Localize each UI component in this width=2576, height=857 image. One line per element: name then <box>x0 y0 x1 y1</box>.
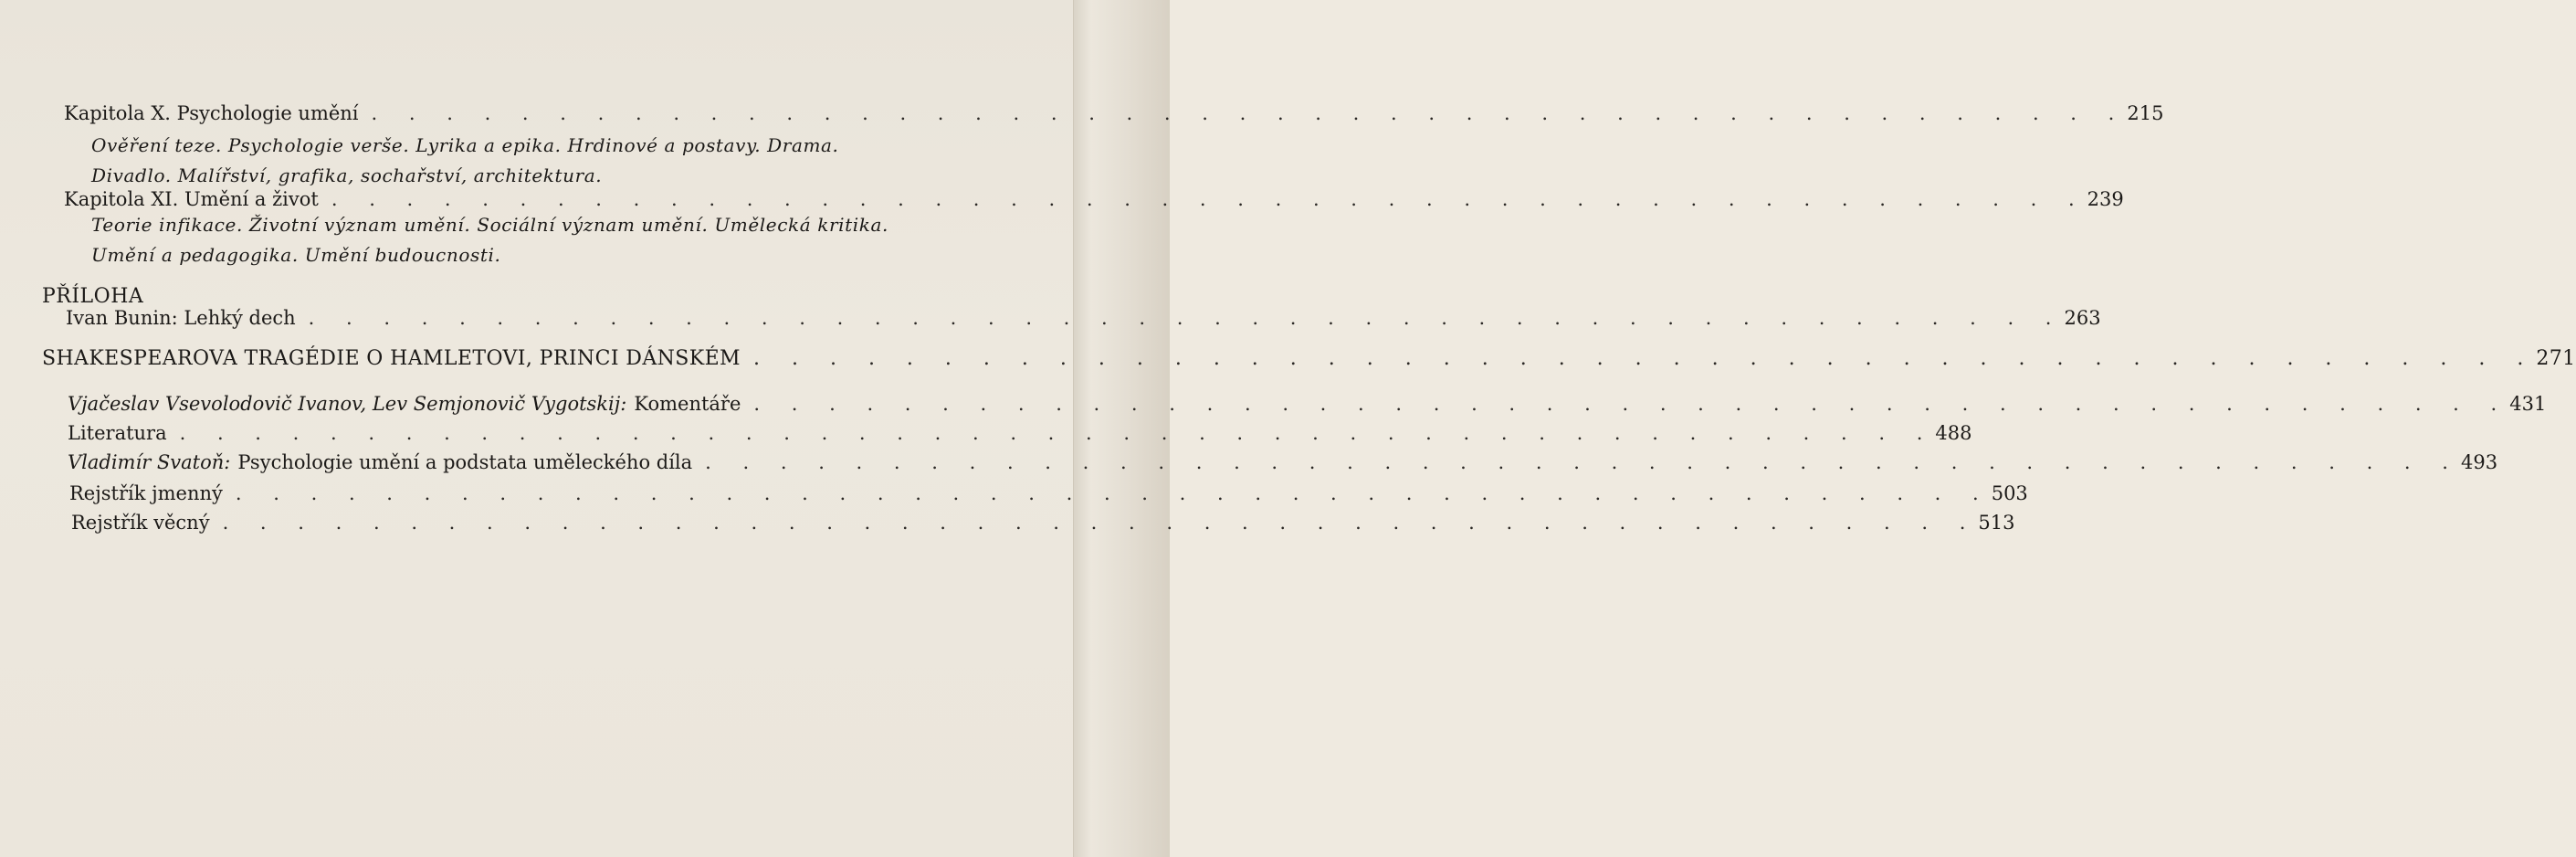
leader-dots: . . . . . . . . . . . . . . . . . . . . . . . . . . . . . . . . . . . . . . . . . . . . . . . <box>752 347 2537 370</box>
toc-entry-svaton <box>68 451 2498 473</box>
page-number: 239 <box>2087 188 2124 210</box>
toc-entry-hamlet <box>42 347 2576 370</box>
leader-dots: . . . . . . . . . . . . . . . . . . . . . . . . . . . . . . . . . . . . . . . . . . . . . . . <box>222 512 1979 534</box>
section-heading-priloha: PŘÍLOHA <box>42 285 144 308</box>
entry-title: Kapitola X. Psychologie umění <box>64 102 359 124</box>
entry-subtitle: Teorie infikace. Životní význam umění. Sociální význam umění. Umělecká kritika. Umění a pedagogika. Umění budoucnosti. <box>91 214 888 266</box>
page-number: 493 <box>2460 451 2498 473</box>
entry-title: Komentáře <box>634 393 741 415</box>
entry-title: Literatura <box>68 422 167 444</box>
leader-dots: . . . . . . . . . . . . . . . . . . . . . . . . . . . . . . . . . . . . . . . . . . . . . . . <box>308 307 2065 329</box>
entry-subtitle: Ověření teze. Psychologie verše. Lyrika a epika. Hrdinové a postavy. Drama. Divadlo. Malířství, grafika, sochařství, architektura. <box>91 134 839 186</box>
entry-authors: Vjačeslav Vsevolodovič Ivanov, Lev Semjonovič Vygotskij: <box>68 393 627 415</box>
entry-title: Kapitola XI. Umění a život <box>64 188 319 210</box>
leader-dots: . . . . . . . . . . . . . . . . . . . . . . . . . . . . . . . . . . . . . . . . . . . . . . . <box>753 393 2510 415</box>
entry-title: Psychologie umění a podstata uměleckého díla <box>237 451 693 473</box>
toc-entry-literatura <box>68 422 1972 444</box>
page-number: 215 <box>2127 102 2164 124</box>
page-number: 503 <box>1991 482 2028 504</box>
page-number: 271 <box>2536 347 2576 370</box>
entry-title: Ivan Bunin: Lehký dech <box>66 307 296 329</box>
leader-dots: . . . . . . . . . . . . . . . . . . . . . . . . . . . . . . . . . . . . . . . . . . . . . . . <box>371 102 2128 124</box>
page-number: 513 <box>1978 512 2015 534</box>
toc-entry-rejstrik-jmenny <box>69 482 2028 504</box>
leader-dots: . . . . . . . . . . . . . . . . . . . . . . . . . . . . . . . . . . . . . . . . . . . . . . . <box>235 482 1992 504</box>
toc-entry-komentare <box>68 393 2547 415</box>
page-number: 431 <box>2509 393 2547 415</box>
leader-dots: . . . . . . . . . . . . . . . . . . . . . . . . . . . . . . . . . . . . . . . . . . . . . . . <box>179 422 1936 444</box>
toc-entry-kapitola-10 <box>64 102 2164 124</box>
entry-title: SHAKESPEAROVA TRAGÉDIE O HAMLETOVI, PRINCI DÁNSKÉM <box>42 347 741 370</box>
entry-author: Vladimír Svatoň: <box>68 451 231 473</box>
toc-entry-rejstrik-vecny <box>71 512 2015 534</box>
entry-title: Rejstřík věcný <box>71 512 210 534</box>
leader-dots: . . . . . . . . . . . . . . . . . . . . . . . . . . . . . . . . . . . . . . . . . . . . . . . <box>705 451 2461 473</box>
page-number: 488 <box>1935 422 1972 444</box>
leader-dots: . . . . . . . . . . . . . . . . . . . . . . . . . . . . . . . . . . . . . . . . . . . . . . . <box>331 188 2087 210</box>
entry-title: Rejstřík jmenný <box>69 482 223 504</box>
toc-entry-bunin <box>66 307 2101 329</box>
page-number: 263 <box>2064 307 2101 329</box>
toc-entry-kapitola-11 <box>64 188 2124 210</box>
